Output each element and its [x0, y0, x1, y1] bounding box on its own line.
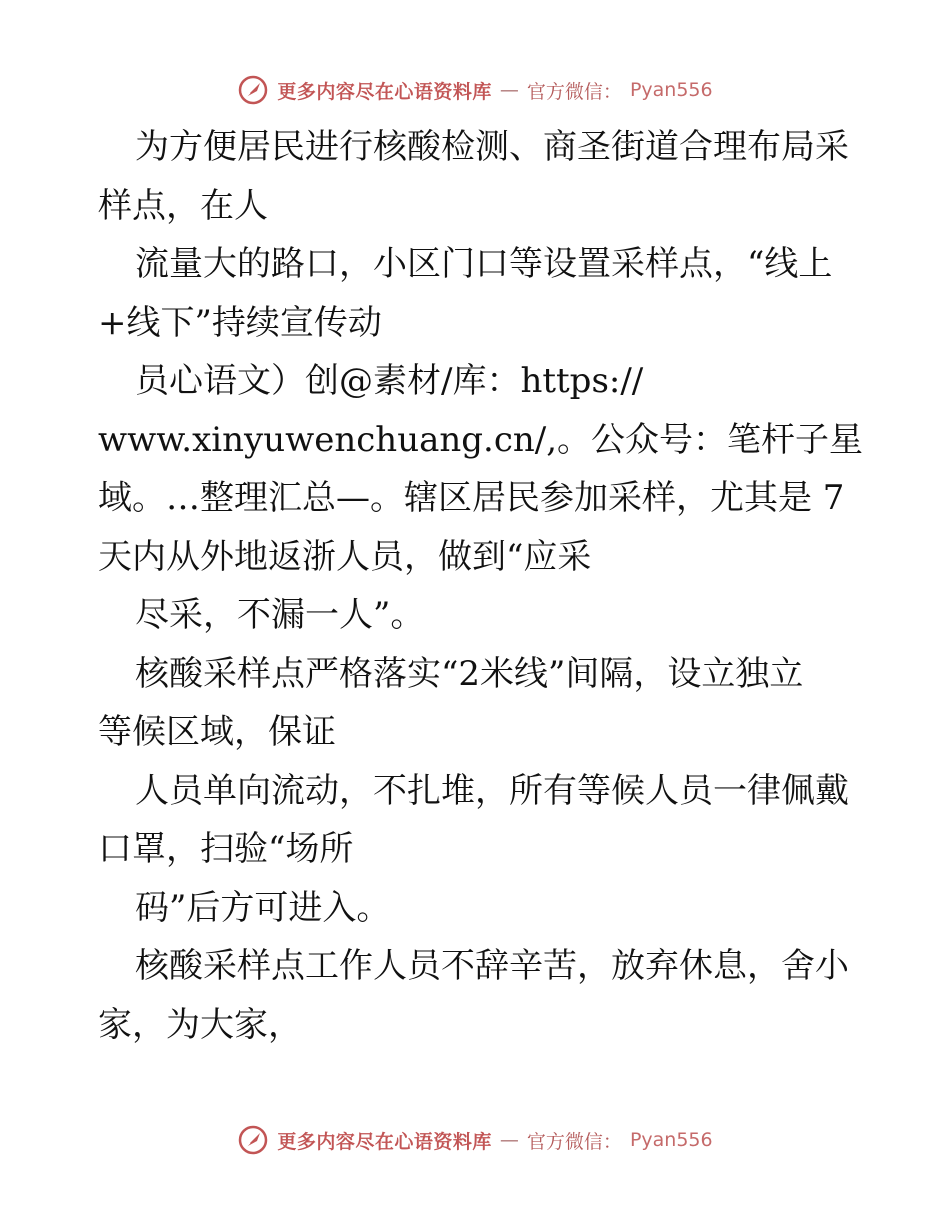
- watermark-handle: Pyan556: [629, 1129, 713, 1151]
- quill-logo-icon: [237, 74, 269, 106]
- text-line: 核酸采样点工作人员不辞辛苦，放弃休息，舍小: [135, 946, 849, 986]
- watermark-separator: —: [499, 1129, 519, 1151]
- text-line: 家，为大家，: [98, 1004, 302, 1045]
- text-line: 样点，在人: [98, 185, 268, 226]
- text-line: +线下”持续宣传动: [98, 302, 382, 343]
- footer-watermark: [0, 1120, 950, 1160]
- text-line: 码”后方可进入。: [135, 887, 391, 928]
- text-line: 域。…整理汇总—。辖区居民参加采样，尤其是 7: [98, 478, 845, 518]
- text-line: 核酸采样点严格落实“2米线”间隔，设立独立: [135, 653, 804, 694]
- text-line: 天内从外地返浙人员，做到“应采: [98, 536, 592, 577]
- watermark-brand: 更多内容尽在心语资料库: [277, 1130, 492, 1153]
- watermark-brand: 更多内容尽在心语资料库: [277, 80, 492, 103]
- text-line: 等候区域，保证: [98, 712, 336, 752]
- watermark-handle: Pyan556: [629, 79, 713, 101]
- text-line: 流量大的路口，小区门口等设置采样点，“线上: [135, 244, 833, 284]
- text-line: 人员单向流动，不扎堆，所有等候人员一律佩戴: [135, 770, 849, 811]
- watermark-separator: —: [499, 79, 519, 101]
- header-watermark: [0, 70, 950, 110]
- text-line: 为方便居民进行核酸检测、商圣街道合理布局采: [135, 127, 849, 167]
- watermark-official-label: 官方微信：: [526, 1130, 622, 1153]
- watermark-official-label: 官方微信：: [526, 80, 622, 103]
- text-line: 口罩，扫验“场所: [98, 829, 354, 869]
- text-line: www.xinyuwenchuang.cn/,。公众号：笔杆子星: [98, 419, 864, 460]
- text-line: 尽采，不漏一人”。: [135, 595, 425, 635]
- text-line: 员心语文）创@素材/库：https://: [135, 361, 644, 401]
- document-body: [98, 118, 864, 1054]
- quill-logo-icon: [237, 1124, 269, 1156]
